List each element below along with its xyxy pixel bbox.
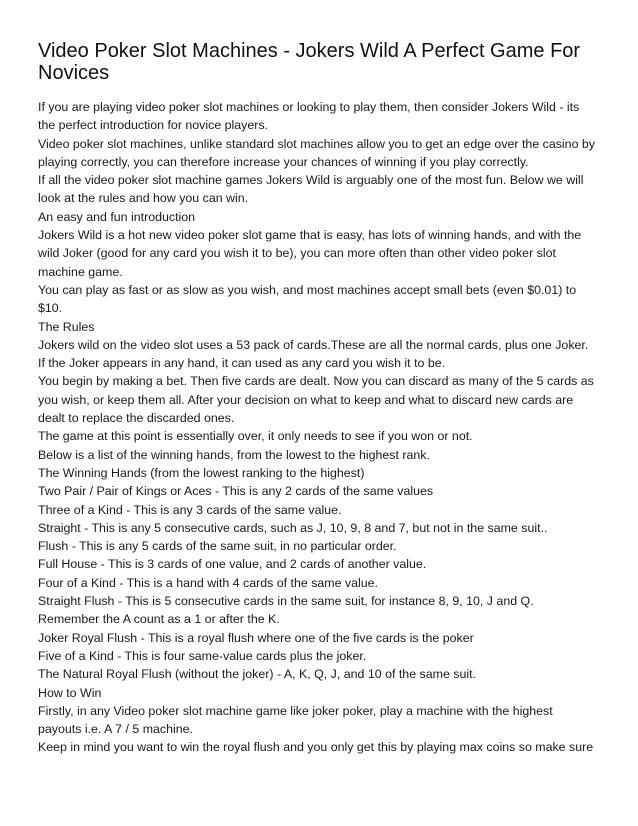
hand-rule-line: Three of a Kind - This is any 3 cards of the same value. <box>38 502 342 517</box>
title-line-1: Video Poker Slot Machines - Jokers Wild A Perfect Game For <box>38 40 581 62</box>
section-heading: The Rules <box>38 319 95 334</box>
body-line: The game at this point is essentially over, it only needs to see if you won or not. <box>38 429 473 444</box>
section-heading: The Winning Hands (from the lowest ranking to the highest) <box>38 465 365 480</box>
hand-rule-line: Straight - This is any 5 consecutive cards, such as J, 10, 9, 8 and 7, but not in the same suit.. <box>38 520 548 535</box>
hand-rule-line: Full House - This is 3 cards of one value, and 2 cards of another value. <box>38 557 427 572</box>
body-line: payouts i.e. A 7 / 5 machine. <box>38 722 193 737</box>
hand-rule-line: Straight Flush - This is 5 consecutive cards in the same suit, for instance 8, 9, 10, J and Q. <box>38 594 534 609</box>
hand-rule-line: Two Pair / Pair of Kings or Aces - This is any 2 cards of the same values <box>38 484 434 499</box>
document-page <box>38 40 606 757</box>
body-line: you wish, or keep them all. After your decision on what to keep and what to discard new cards are <box>38 392 574 407</box>
body-line: If the Joker appears in any hand, it can used as any card you wish it to be. <box>38 356 446 371</box>
body-line: You begin by making a bet. Then five cards are dealt. Now you can discard as many of the 5 cards as <box>38 374 594 389</box>
document-body <box>38 98 606 757</box>
title-line-2: Novices <box>38 62 110 84</box>
document-title <box>38 40 606 84</box>
body-line: Video poker slot machines, unlike standard slot machines allow you to get an edge over the casino by <box>38 136 595 151</box>
body-line: Jokers wild on the video slot uses a 53 pack of cards.These are all the normal cards, plus one Joker. <box>38 337 589 352</box>
body-line: Jokers Wild is a hot new video poker slot game that is easy, has lots of winning hands, and with the <box>38 228 582 243</box>
body-line: If all the video poker slot machine games Jokers Wild is arguably one of the most fun. Below we will <box>38 173 584 188</box>
body-line: Below is a list of the winning hands, from the lowest to the highest rank. <box>38 447 430 462</box>
body-line: machine game. <box>38 264 123 279</box>
body-line: $10. <box>38 301 63 316</box>
body-line: Keep in mind you want to win the royal flush and you only get this by playing max coins so make sure <box>38 740 594 755</box>
body-line: wild Joker (good for any card you wish it to be), you can more often than other video poker slot <box>38 246 556 261</box>
hand-rule-line: Four of a Kind - This is a hand with 4 cards of the same value. <box>38 575 378 590</box>
hand-rule-line: The Natural Royal Flush (without the joker) - A, K, Q, J, and 10 of the same suit. <box>38 667 476 682</box>
body-line: look at the rules and how you can win. <box>38 191 249 206</box>
body-line: You can play as fast or as slow as you wish, and most machines accept small bets (even $0.01) to <box>38 282 577 297</box>
hand-rule-line: Flush - This is any 5 cards of the same suit, in no particular order. <box>38 539 397 554</box>
section-heading: An easy and fun introduction <box>38 209 196 224</box>
hand-rule-line: Joker Royal Flush - This is a royal flush where one of the five cards is the poker <box>38 630 474 645</box>
body-line: dealt to replace the discarded ones. <box>38 411 235 426</box>
hand-rule-line: Five of a Kind - This is four same-value cards plus the joker. <box>38 648 367 663</box>
body-line: Remember the A count as a 1 or after the K. <box>38 612 280 627</box>
section-heading: How to Win <box>38 685 102 700</box>
body-line: the perfect introduction for novice players. <box>38 118 269 133</box>
body-line: If you are playing video poker slot machines or looking to play them, then consider Jokers Wild - its <box>38 100 580 114</box>
body-line: playing correctly, you can therefore increase your chances of winning if you play correctly. <box>38 154 529 169</box>
body-line: Firstly, in any Video poker slot machine game like joker poker, play a machine with the highest <box>38 703 553 718</box>
